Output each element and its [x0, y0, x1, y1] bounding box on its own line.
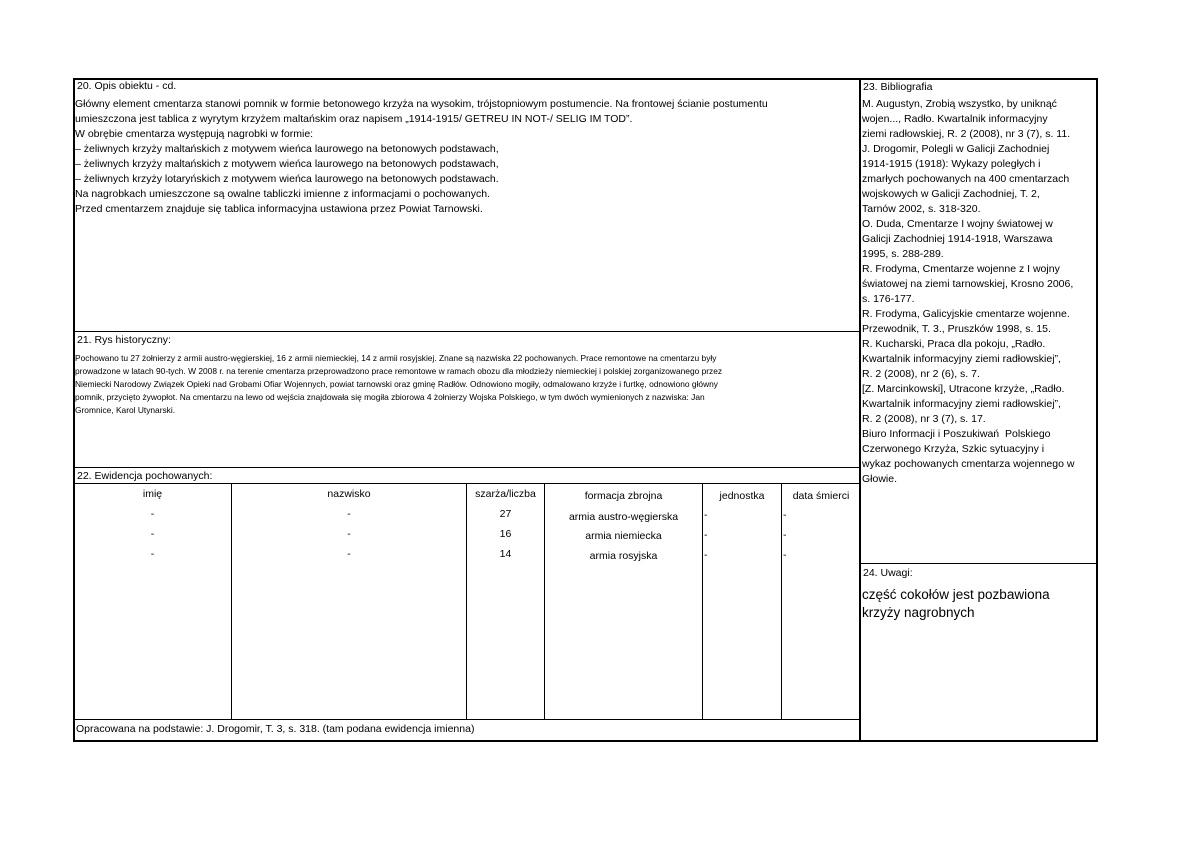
bibliography-line: 1914-1915 (1918): Wykazy poległych i — [862, 158, 1041, 170]
section-21-line: Pochowano tu 27 żołnierzy z armii austro-węgierskiej, 16 z armii niemieckiej, 14 z armii rosyjskiej. Znane są nazwiska 22 pochowanych. Prace remontowe na cmentarzu były — [75, 353, 717, 363]
cell-death-date: - — [783, 509, 787, 521]
section-20-line: Przed cmentarzem znajduje się tablica informacyjna ustawiona przez Powiat Tarnowski. — [75, 203, 483, 215]
section-20-line: umieszczona jest tablica z wyrytym krzyżem maltańskim oraz napisem „1914-1915/ GETREU IN NOT-/ SELIG IM TOD”. — [75, 113, 633, 125]
bibliography-line: 1995, s. 288-289. — [862, 248, 944, 260]
section-20-line: – żeliwnych krzyży lotaryńskich z motywem wieńca laurowego na betonowych podstawach. — [75, 173, 499, 185]
col-line-5 — [781, 483, 782, 719]
section-20-line: Na nagrobkach umieszczone są owalne tabliczki imienne z informacjami o pochowanych. — [75, 188, 490, 200]
section-23-header: 23. Bibliografia — [863, 81, 933, 93]
section-20-line: W obrębie cmentarza występują nagrobki w formie: — [75, 128, 314, 140]
section-20-line: – żeliwnych krzyży maltańskich z motywem wieńca laurowego na betonowych podstawach, — [75, 158, 499, 170]
section-21-line: prowadzone w latach 90-tych. W 2008 r. na terenie cmentarza przeprowadzono prace remontowe w ramach obozu dla młodzieży niemieckiej i polskiej zorganizowanego przez — [75, 366, 723, 376]
cell-last-name: - — [347, 528, 351, 540]
section-24-header: 24. Uwagi: — [863, 567, 913, 579]
cell-first-name: - — [150, 508, 155, 520]
column-header: formacja zbrojna — [584, 490, 663, 502]
column-header: data śmierci — [792, 490, 850, 502]
remarks-line: krzyży nagrobnych — [862, 605, 975, 620]
column-header: nazwisko — [327, 488, 371, 500]
bibliography-line: Tarnów 2002, s. 318-320. — [862, 203, 981, 215]
bibliography-line: R. Frodyma, Cmentarze wojenne z I wojny — [862, 263, 1060, 275]
section-20-header: 20. Opis obiektu - cd. — [77, 80, 177, 92]
cell-unit: - — [704, 509, 708, 521]
bibliography-line: [Z. Marcinkowski], Utracone krzyże, „Radło. — [862, 383, 1065, 395]
cell-death-date: - — [783, 549, 787, 561]
cell-first-name: - — [150, 528, 155, 540]
bibliography-line: R. Kucharski, Praca dla pokoju, „Radło. — [862, 338, 1046, 350]
cell-first-name: - — [150, 548, 155, 560]
bibliography-line: Czerwonego Krzyża, Szkic sytuacyjny i — [862, 443, 1045, 455]
cell-formation: armia austro-węgierska — [568, 511, 679, 523]
bibliography-line: Biuro Informacji i Poszukiwań Polskiego — [862, 428, 1051, 440]
column-header: jednostka — [719, 490, 765, 502]
cell-formation: armia rosyjska — [589, 550, 658, 562]
cell-last-name: - — [347, 548, 351, 560]
column-header: szarża/liczba — [475, 488, 536, 500]
remarks-line: część cokołów jest pozbawiona — [862, 587, 1050, 602]
cell-last-name: - — [347, 508, 351, 520]
cell-death-date: - — [783, 529, 787, 541]
divider-20-21 — [74, 331, 860, 332]
bibliography-line: M. Augustyn, Zrobią wszystko, by uniknąć — [862, 98, 1057, 110]
bibliography-line: wojskowych w Galicji Zachodniej, T. 2, — [862, 188, 1040, 200]
col-line-4 — [702, 483, 703, 719]
divider-23-24 — [860, 563, 1097, 564]
divider-21-22 — [74, 467, 860, 468]
bibliography-line: J. Drogomir, Polegli w Galicji Zachodniej — [862, 143, 1050, 155]
column-header: imię — [142, 488, 163, 500]
section-22-header: 22. Ewidencja pochowanych: — [77, 470, 213, 482]
cell-formation: armia niemiecka — [585, 530, 662, 542]
cell-count: 27 — [499, 508, 512, 520]
cell-unit: - — [704, 529, 708, 541]
bibliography-line: wykaz pochowanych cmentarza wojennego w — [862, 458, 1075, 470]
cell-count: 14 — [499, 548, 512, 560]
section-20-line: Główny element cmentarza stanowi pomnik w formie betonowego krzyża na wysokim, trójstopniowym postumencie. Na frontowej ścianie postumentu — [75, 98, 768, 110]
section-21-header: 21. Rys historyczny: — [77, 334, 171, 346]
cell-unit: - — [704, 549, 708, 561]
bibliography-line: R. 2 (2008), nr 2 (6), s. 7. — [862, 368, 980, 380]
section-21-line: Niemiecki Narodowy Związek Opieki nad Grobami Ofiar Wojennych, powiat tarnowski oraz gminę Radłów. Odnowiono mogiły, odmalowano krzyże i furtkę, odnowiono główny — [75, 379, 718, 389]
bibliography-line: Kwartalnik informacyjny ziemi radłowskiej”, — [862, 353, 1061, 365]
table-bottom-line — [74, 719, 860, 720]
bibliography-line: światowej na ziemi tarnowskiej, Krosno 2006, — [862, 278, 1074, 290]
section-21-line: pomnik, przycięto żywopłot. Na cmentarzu na lewo od wejścia znajdowała się mogiła zbiorowa 4 żołnierzy Wojska Polskiego, w tym dwóch wymienionych z nazwiska: Jan — [75, 392, 705, 402]
bibliography-line: Przewodnik, T. 3., Pruszków 1998, s. 15. — [862, 323, 1051, 335]
bibliography-line: wojen..., Radło. Kwartalnik informacyjny — [862, 113, 1048, 125]
section-20-line: – żeliwnych krzyży maltańskich z motywem wieńca laurowego na betonowych podstawach, — [75, 143, 499, 155]
bibliography-line: Galicji Zachodniej 1914-1918, Warszawa — [862, 233, 1053, 245]
section-21-line: Gromnice, Karol Utynarski. — [75, 405, 176, 415]
bibliography-line: zmarłych pochowanych na 400 cmentarzach — [862, 173, 1070, 185]
bibliography-line: Kwartalnik informacyjny ziemi radłowskiej”, — [862, 398, 1061, 410]
cell-count: 16 — [499, 528, 512, 540]
bibliography-line: R. 2 (2008), nr 3 (7), s. 17. — [862, 413, 986, 425]
section-22-footer: Opracowana na podstawie: J. Drogomir, T. 3, s. 318. (tam podana ewidencja imienna) — [76, 723, 475, 735]
bibliography-line: s. 176-177. — [862, 293, 915, 305]
bibliography-line: ziemi radłowskiej, R. 2 (2008), nr 3 (7), s. 11. — [862, 128, 1071, 140]
bibliography-line: Głowie. — [862, 473, 898, 485]
bibliography-line: O. Duda, Cmentarze I wojny światowej w — [862, 218, 1053, 230]
bibliography-line: R. Frodyma, Galicyjskie cmentarze wojenne. — [862, 308, 1070, 320]
